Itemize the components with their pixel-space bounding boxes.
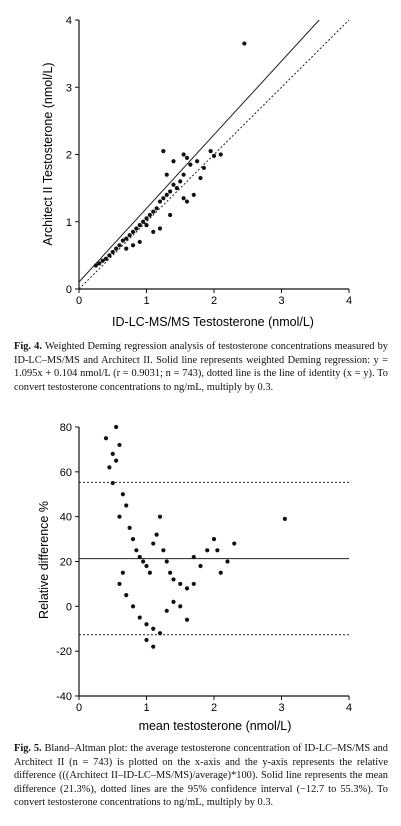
figure-4-label: Fig. 4.: [14, 341, 42, 352]
data-point: [178, 604, 182, 608]
data-point: [161, 548, 165, 552]
data-point: [225, 559, 229, 563]
data-point: [158, 631, 162, 635]
data-point: [107, 253, 111, 257]
data-point: [171, 159, 175, 163]
data-point: [117, 243, 121, 247]
data-point: [185, 618, 189, 622]
data-point: [155, 206, 159, 210]
data-point: [144, 622, 148, 626]
x-tick-label: 4: [345, 295, 353, 307]
data-point: [161, 149, 165, 153]
data-point: [185, 199, 189, 203]
data-point: [148, 571, 152, 575]
data-point: [107, 465, 111, 469]
data-point: [111, 250, 115, 254]
data-point: [182, 196, 186, 200]
data-point: [151, 645, 155, 649]
data-point: [138, 615, 142, 619]
data-point: [158, 199, 162, 203]
figure-4-text: Weighted Deming regression analysis of testosterone concentrations measured by ID-LC–MS/MS and Architect II. Solid line represents weighted Deming regression: y = 1.095x + 0.104 nmol/L (r = 0.9031; n = 743), dotted line is the line of identity (x = y). To convert testosterone concentrations to ng/mL, multiply by 0.3.: [14, 341, 388, 393]
figure-4-caption: [14, 340, 388, 394]
data-point: [198, 564, 202, 568]
data-point: [192, 193, 196, 197]
data-point: [144, 638, 148, 642]
x-axis-label: mean testosterone (nmol/L): [138, 719, 292, 733]
data-point: [131, 604, 135, 608]
data-point: [242, 41, 246, 45]
bland-altman-chart: [0, 412, 401, 742]
x-tick-label: 4: [345, 702, 353, 714]
x-tick-label: 2: [210, 295, 218, 307]
y-tick-label: 3: [65, 82, 72, 95]
y-axis-label: Architect II Testosterone (nmol/L): [41, 62, 55, 246]
data-point: [202, 166, 206, 170]
data-point: [111, 452, 115, 456]
data-point: [144, 216, 148, 220]
data-point: [117, 443, 121, 447]
y-tick-label: 80: [59, 422, 72, 434]
data-point: [178, 179, 182, 183]
data-point: [165, 193, 169, 197]
data-point: [215, 548, 219, 552]
data-point: [114, 459, 118, 463]
data-point: [165, 173, 169, 177]
data-point: [165, 609, 169, 613]
x-tick-label: 0: [75, 702, 83, 714]
data-point: [151, 230, 155, 234]
data-point: [212, 537, 216, 541]
data-point: [232, 541, 236, 545]
data-point: [219, 152, 223, 156]
data-point: [205, 548, 209, 552]
data-point: [134, 226, 138, 230]
data-point: [182, 152, 186, 156]
data-point: [175, 186, 179, 190]
x-tick-label: 3: [278, 702, 285, 714]
figure-5-label: Fig. 5.: [14, 743, 42, 754]
data-point: [171, 600, 175, 604]
data-point: [178, 582, 182, 586]
data-point: [128, 233, 132, 237]
y-tick-label: -40: [56, 691, 72, 703]
solid-reference-line: [79, 20, 319, 282]
data-point: [182, 173, 186, 177]
data-point: [131, 537, 135, 541]
data-point: [283, 517, 287, 521]
data-point: [192, 555, 196, 559]
data-point: [114, 247, 118, 251]
deming-regression-chart: [0, 0, 401, 335]
data-point: [111, 481, 115, 485]
data-point: [168, 571, 172, 575]
data-point: [128, 526, 132, 530]
y-tick-label: -20: [56, 646, 72, 659]
data-point: [114, 425, 118, 429]
data-point: [168, 189, 172, 193]
data-point: [117, 515, 121, 519]
y-tick-label: 1: [65, 216, 72, 229]
data-point: [161, 196, 165, 200]
data-point: [94, 263, 98, 267]
x-tick-label: 1: [143, 702, 150, 714]
data-point: [131, 243, 135, 247]
data-point: [165, 559, 169, 563]
data-point: [117, 582, 121, 586]
data-point: [124, 593, 128, 597]
x-tick-label: 2: [210, 702, 218, 714]
data-point: [131, 230, 135, 234]
data-point: [101, 259, 105, 263]
data-point: [158, 226, 162, 230]
data-point: [138, 240, 142, 244]
data-point: [209, 149, 213, 153]
y-tick-label: 40: [59, 511, 72, 524]
data-point: [219, 571, 223, 575]
data-point: [195, 159, 199, 163]
data-point: [121, 492, 125, 496]
data-point: [155, 533, 159, 537]
data-point: [185, 586, 189, 590]
data-point: [192, 582, 196, 586]
x-tick-label: 3: [278, 295, 285, 307]
data-point: [168, 213, 172, 217]
data-point: [185, 156, 189, 160]
data-point: [104, 436, 108, 440]
data-point: [121, 238, 125, 242]
data-point: [148, 213, 152, 217]
data-point: [151, 541, 155, 545]
data-point: [151, 627, 155, 631]
data-point: [171, 183, 175, 187]
y-tick-label: 0: [65, 284, 72, 296]
data-point: [141, 559, 145, 563]
data-point: [141, 220, 145, 224]
x-axis-label: ID-LC-MS/MS Testosterone (nmol/L): [112, 315, 314, 329]
x-tick-label: 1: [143, 295, 150, 307]
data-point: [144, 223, 148, 227]
data-point: [151, 210, 155, 214]
x-tick-label: 0: [75, 295, 83, 307]
data-point: [144, 564, 148, 568]
data-point: [138, 223, 142, 227]
y-tick-label: 60: [59, 466, 72, 479]
data-point: [212, 154, 216, 158]
figure-5-caption: [14, 742, 388, 810]
data-point: [124, 503, 128, 507]
data-point: [134, 548, 138, 552]
y-tick-label: 2: [65, 149, 72, 162]
data-point: [121, 571, 125, 575]
data-point: [158, 515, 162, 519]
y-tick-label: 4: [65, 15, 72, 27]
data-point: [124, 247, 128, 251]
data-point: [198, 176, 202, 180]
data-point: [138, 555, 142, 559]
data-point: [171, 577, 175, 581]
y-tick-label: 20: [59, 556, 72, 569]
y-axis-label: Relative difference %: [37, 501, 51, 619]
data-point: [188, 162, 192, 166]
y-tick-label: 0: [65, 601, 72, 614]
figure-5-text: Bland–Altman plot: the average testosterone concentration of ID-LC–MS/MS and Architect II (n = 743) is plotted on the x-axis and the y-axis represents the relative difference (((Architect II–ID-LC–MS/MS)/average)*100). Solid line represents the mean difference (21.3%), dotted lines are the 95% confidence interval (−12.7 to 55.3%). To convert testosterone concentrations to ng/mL, multiply by 0.3.: [14, 743, 388, 809]
